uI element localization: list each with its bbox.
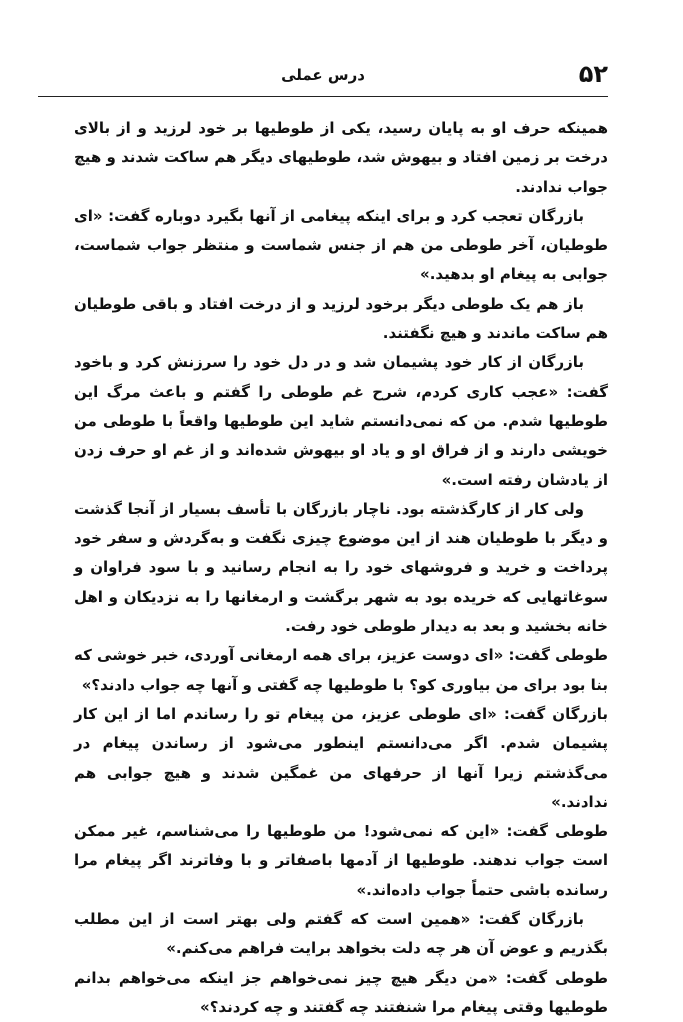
page-number: ۵۲ [578, 60, 608, 88]
header-divider [38, 96, 608, 97]
paragraph: طوطی گفت: «من دیگر هیچ چیز نمی‌خواهم جز اینکه می‌خواهم بدانم طوطیها وقتی پیغام مرا شنفتند چه گفتند و چه کردند؟» [74, 968, 608, 1016]
story-text [74, 114, 608, 1022]
paragraph: ولی کار از کارگذشته بود. ناچار بازرگان با تأسف بسیار از آنجا گذشت و دیگر با طوطیان هند از این موضوع چیزی نگفت و به‌گردش و سفر خود پرداخت و خرید و فروشهای خود را به انجام رسانید و با سود فراوان و سوغاتهایی که خریده بود به شهر برگشت و ارمغانها را به نزدیکان و اهل خانه بخشید و بعد به دیدار طوطی خود رفت. [74, 499, 608, 636]
running-title: درس عملی [281, 66, 365, 84]
paragraph: بازرگان تعجب کرد و برای اینکه پیغامی از آنها بگیرد دوباره گفت: «ای طوطیان، آخر طوطی من هم از جنس شماست و منتظر جواب شماست، جوابی به پیغام او بدهید.» [74, 206, 608, 284]
paragraph: همینکه حرف او به پایان رسید، یکی از طوطیها بر خود لرزید و از بالای درخت بر زمین افتاد و بیهوش شد، طوطیهای دیگر هم ساکت شدند و هیچ جواب ندادند. [73, 119, 608, 196]
paragraph: بازرگان گفت: «ای طوطی عزیز، من پیغام تو را رساندم اما از این کار پشیمان شدم. اگر می‌دانستم اینطور می‌شود از رساندن پیغام در می‌گذشتم زیرا آنها از حرفهای من غمگین شدند و هیچ جوابی هم ندادند.» [74, 704, 608, 811]
paragraph: بازرگان از کار خود پشیمان شد و در دل خود را سرزنش کرد و باخود گفت: «عجب کاری کردم، شرح غم طوطی را گفتم و باعث مرگ این طوطیها شدم. من که نمی‌دانستم شاید این طوطیها واقعاً با طوطی من خویشی دارند و از فراق او و یاد او بیهوش شده‌اند و از غم او حرف زدن از یادشان رفته است.» [74, 353, 608, 489]
paragraph: طوطی گفت: «ای دوست عزیز، برای همه ارمغانی آوردی، خبر خوشی که بنا بود برای من بیاوری کو؟ با طوطیها چه گفتی و آنها چه جواب دادند؟» [74, 646, 608, 694]
page-header [38, 58, 608, 98]
paragraph: باز هم یک طوطی دیگر برخود لرزید و از درخت افتاد و باقی طوطیان هم ساکت ماندند و هیچ نگفتند. [74, 294, 608, 343]
paragraph: طوطی گفت: «این که نمی‌شود! من طوطیها را می‌شناسم، غیر ممکن است جواب ندهند. طوطیها از آدمها باصفاتر و با وفاترند اگر پیغام مرا رسانده باشی حتماً جواب داده‌اند.» [74, 822, 608, 899]
paragraph: بازرگان گفت: «همین است که گفتم ولی بهتر است از این مطلب بگذریم و عوض آن هر چه دلت بخواهد برایت فراهم می‌کنم.» [74, 910, 608, 958]
